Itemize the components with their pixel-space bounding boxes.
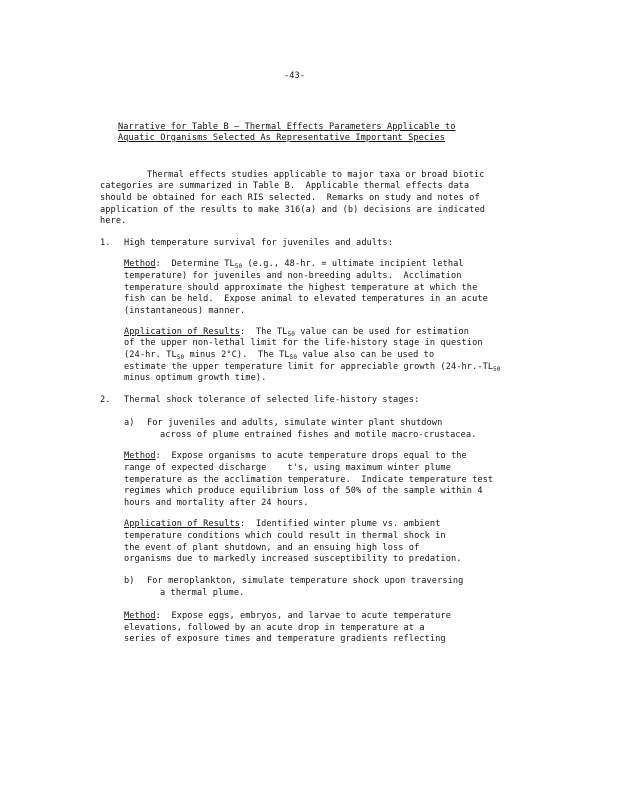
item-2b-method-line-1: Method: Expose eggs, embryos, and larvae to acute temperature [124, 611, 451, 621]
item-2-method-line-5: hours and mortality after 24 hours. [124, 498, 309, 508]
item-1-application-line-3: (24-hr. $TL_{50}$ minus 2°C). The $TL_{50}$ value also can be used to [124, 350, 435, 361]
item-1-application-line-5: minus optimum growth time). [124, 373, 267, 383]
item-1-method-line-1: Method: Determine $TL_{50}$ (e.g., 48-hr. = ultimate incipient lethal [124, 259, 464, 270]
intro-line-1: Thermal effects studies applicable to major taxa or broad biotic [147, 170, 485, 180]
item-2-method-line-3: temperature as the acclimation temperature. Indicate temperature test [124, 475, 494, 485]
item-2-method-line-2: range of expected discharge t's, using maximum winter plume [124, 463, 451, 473]
item-2b-method-line-3: series of exposure times and temperature gradients reflecting [124, 634, 446, 644]
application-label: Application of Results [124, 519, 241, 529]
item-1-application-line-4: estimate the upper temperature limit for appreciable growth ($24-hr.-TL_{50}$ [124, 362, 501, 373]
item-2b-letter: b) [124, 576, 135, 586]
item-2-method-line-4: regimes which produce equilibrium loss of 50% of the sample within 4 [124, 486, 483, 496]
method-label: Method [124, 259, 156, 269]
item-2-method-line-1: Method: Expose organisms to acute temperature drops equal to the [124, 451, 467, 461]
item-1-method-line-3: temperature should approximate the highest temperature at which the [124, 283, 478, 293]
heading-line-1: Narrative for Table B — Thermal Effects Parameters Applicable to [118, 122, 456, 132]
intro-line-5: here. [100, 216, 127, 226]
item-2-number: 2. [100, 395, 111, 405]
item-1-method-line-4: fish can be held. Expose animal to elevated temperatures in an acute [124, 294, 488, 304]
item-2-application-line-3: the event of plant shutdown, and an ensuing high loss of [124, 543, 420, 553]
page-number: -43- [284, 71, 306, 81]
intro-line-4: application of the results to make 316(a) and (b) decisions are indicated [100, 205, 485, 215]
item-2a-line-2: across of plume entrained fishes and motile macro-crustacea. [160, 430, 477, 440]
item-2-application-line-2: temperature conditions which could result in thermal shock in [124, 531, 446, 541]
heading-line-2: Aquatic Organisms Selected As Representative Important Species [118, 133, 445, 143]
item-1-number: 1. [100, 238, 111, 248]
item-1-title: High temperature survival for juveniles and adults: [124, 238, 393, 248]
application-label: Application of Results [124, 327, 241, 337]
item-2b-method-line-2: elevations, followed by an acute drop in temperature at a [124, 623, 425, 633]
item-2a-line-1: For juveniles and adults, simulate winter plant shutdown [147, 418, 443, 428]
intro-line-3: should be obtained for each RIS selected. Remarks on study and notes of [100, 193, 480, 203]
method-label: Method [124, 611, 156, 621]
item-2-title: Thermal shock tolerance of selected life-history stages: [124, 395, 420, 405]
item-2a-letter: a) [124, 418, 135, 428]
item-2b-line-2: a thermal plume. [160, 588, 245, 598]
item-1-application-line-2: of the upper non-lethal limit for the life-history stage in question [124, 338, 483, 348]
item-2b-line-1: For meroplankton, simulate temperature shock upon traversing [147, 576, 464, 586]
method-label: Method [124, 451, 156, 461]
item-1-application-line-1: Application of Results: The $TL_{50}$ value can be used for estimation [124, 327, 469, 338]
item-1-method-line-2: temperature) for juveniles and non-breeding adults. Acclimation [124, 271, 462, 281]
intro-line-2: categories are summarized in Table B. Applicable thermal effects data [100, 181, 470, 191]
item-2-application-line-1: Application of Results: Identified winter plume vs. ambient [124, 519, 441, 529]
item-2-application-line-4: organisms due to markedly increased susceptibility to predation. [124, 554, 462, 564]
item-1-method-line-5: (instantaneous) manner. [124, 306, 246, 316]
